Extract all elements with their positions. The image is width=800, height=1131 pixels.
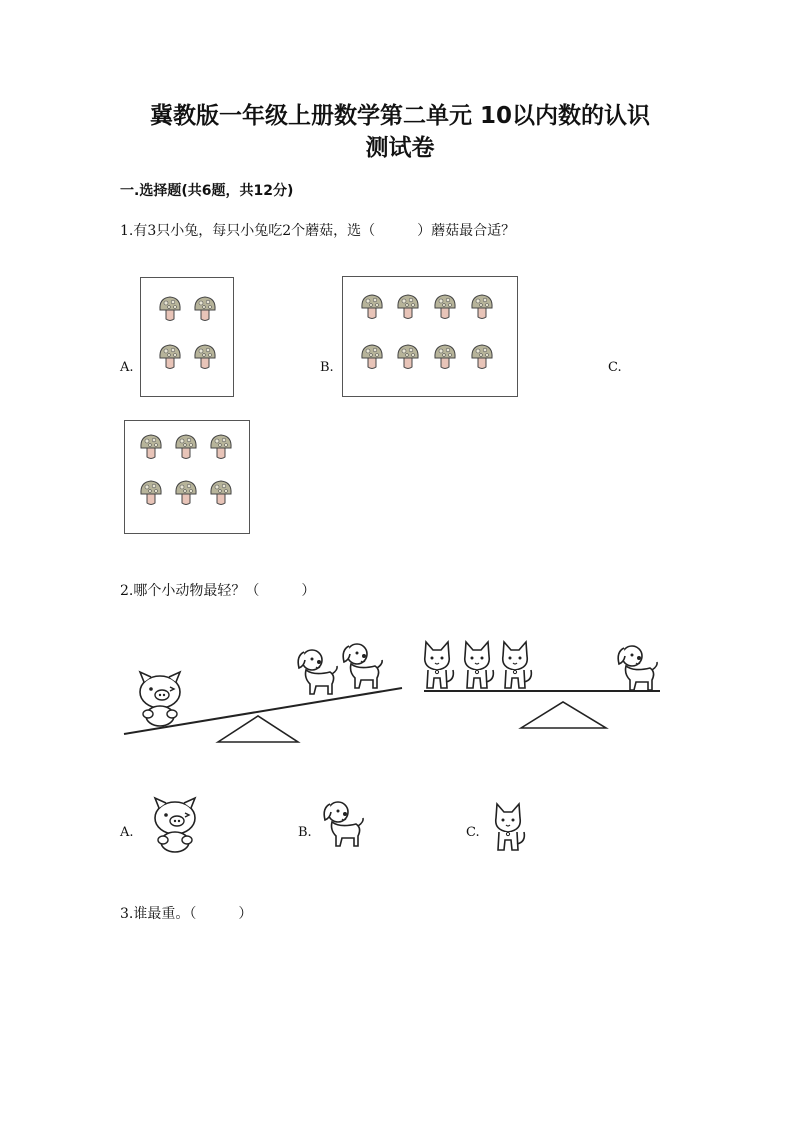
pig-icon [140,672,180,726]
q2-option-a-animal[interactable] [140,790,210,860]
pig-icon [155,798,195,852]
page-title: 冀教版一年级上册数学第二单元 10以内数的认识 [149,103,650,129]
question-1-text: 1.有3只小兔，每只小兔吃2个蘑菇，选（ ）蘑菇最合适？ [120,223,516,239]
dog-icon [343,644,382,688]
q2-option-b-animal[interactable] [312,790,384,862]
cat-icon [503,642,532,688]
question-3-text: 3.谁最重。（ ） [120,906,253,922]
q1-option-a-label: A. [120,360,134,375]
section-heading: 一.选择题(共6题，共12分) [120,183,294,199]
dog-icon [298,650,337,694]
q2-option-c-animal[interactable] [482,796,538,862]
seesaw-fulcrum-left [218,716,298,742]
q1-option-b-label: B. [320,360,334,375]
q2-option-b-label: B. [298,825,312,840]
q1-option-c-label: C. [608,360,622,375]
dog-icon [324,802,363,846]
q2-option-c-label: C. [466,825,480,840]
question-2-text: 2.哪个小动物最轻？（ ） [120,583,316,599]
cat-icon [496,804,525,850]
q2-option-a-label: A. [120,825,134,840]
dog-icon [618,646,657,690]
page-subtitle: 测试卷 [365,135,435,161]
seesaw-fulcrum-right [521,702,606,728]
cat-icon [465,642,494,688]
cat-icon [425,642,454,688]
